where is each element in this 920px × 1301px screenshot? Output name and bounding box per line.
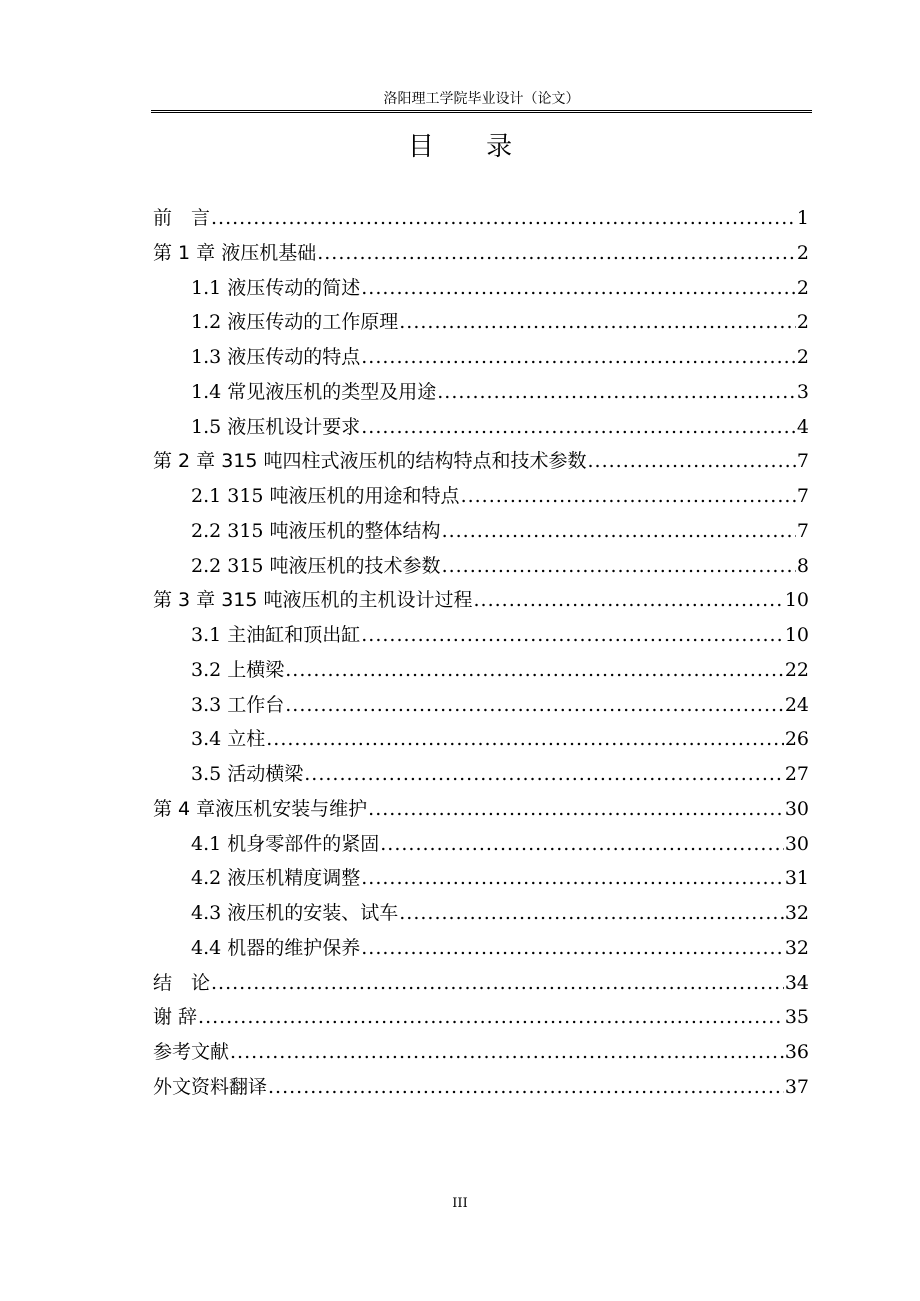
dot-leader	[285, 688, 784, 723]
toc-entry-page: 22	[784, 658, 809, 681]
dot-leader	[399, 305, 796, 340]
header-rule	[151, 110, 812, 113]
toc-section-entry[interactable]	[153, 375, 809, 410]
toc-section-entry[interactable]	[153, 757, 809, 792]
dot-leader	[361, 861, 784, 896]
toc-entry-title: 4.2 液压机精度调整	[191, 867, 361, 890]
toc-entry-title: 第 2 章 315 吨四柱式液压机的结构特点和技术参数	[153, 450, 587, 473]
dot-leader	[361, 340, 796, 375]
toc-section-entry[interactable]	[153, 861, 809, 896]
table-of-contents	[153, 201, 809, 1105]
toc-entry-title: 第 1 章 液压机基础	[153, 241, 317, 264]
toc-entry-title: 3.3 工作台	[191, 693, 285, 716]
toc-section-entry[interactable]	[153, 305, 809, 340]
toc-entry-page: 7	[796, 519, 809, 542]
dot-leader	[285, 653, 784, 688]
toc-entry-page: 32	[784, 936, 809, 959]
toc-section-entry[interactable]	[153, 688, 809, 723]
toc-entry-title: 1.3 液压传动的特点	[191, 346, 361, 368]
dot-leader	[361, 410, 796, 445]
toc-entry-page: 10	[784, 589, 809, 612]
toc-section-entry[interactable]	[153, 549, 809, 584]
toc-section-entry[interactable]	[153, 479, 809, 514]
dot-leader	[380, 827, 784, 862]
toc-entry-page: 32	[784, 902, 809, 924]
toc-entry-title: 第 3 章 315 吨液压机的主机设计过程	[153, 589, 473, 612]
toc-entry-page: 4	[796, 415, 809, 438]
toc-entry-page: 2	[796, 346, 809, 368]
dot-leader	[474, 583, 784, 618]
toc-entry-page: 30	[784, 797, 809, 820]
toc-entry-page: 35	[784, 1006, 809, 1029]
toc-entry-title: 前 言	[153, 207, 211, 229]
toc-entry-title: 外文资料翻译	[153, 1075, 268, 1098]
dot-leader	[361, 618, 784, 653]
dot-leader	[588, 444, 796, 479]
toc-entry-page: 36	[784, 1041, 809, 1063]
toc-entry-title: 第 4 章液压机安装与维护	[153, 797, 368, 820]
dot-leader	[399, 896, 784, 931]
toc-entry-title: 1.1 液压传动的简述	[191, 276, 361, 299]
toc-entry-title: 2.2 315 吨液压机的技术参数	[191, 554, 441, 577]
toc-entry-page: 1	[796, 207, 809, 229]
toc-entry-page: 2	[796, 241, 809, 264]
toc-entry-page: 7	[796, 485, 809, 507]
toc-entry-page: 34	[784, 971, 809, 994]
dot-leader	[211, 966, 784, 1001]
toc-entry-title: 2.1 315 吨液压机的用途和特点	[191, 485, 460, 507]
dot-leader	[304, 757, 784, 792]
dot-leader	[198, 1000, 784, 1035]
toc-section-entry[interactable]	[153, 340, 809, 375]
dot-leader	[268, 1070, 784, 1105]
toc-chapter-entry[interactable]	[153, 966, 809, 1001]
dot-leader	[437, 375, 796, 410]
page-header: 洛阳理工学院毕业设计（论文）	[383, 91, 580, 107]
toc-entry-page: 37	[784, 1075, 809, 1098]
dot-leader	[211, 201, 796, 236]
dot-leader	[442, 549, 796, 584]
toc-entry-title: 3.2 上横梁	[191, 658, 285, 681]
dot-leader	[368, 792, 784, 827]
toc-entry-page: 2	[796, 276, 809, 299]
dot-leader	[230, 1035, 784, 1070]
toc-section-entry[interactable]	[153, 271, 809, 306]
toc-section-entry[interactable]	[153, 618, 809, 653]
toc-chapter-entry[interactable]	[153, 1035, 809, 1070]
toc-section-entry[interactable]	[153, 410, 809, 445]
dot-leader	[442, 514, 796, 549]
page-number: III	[452, 1196, 468, 1211]
toc-entry-title: 4.1 机身零部件的紧固	[191, 832, 380, 855]
toc-chapter-entry[interactable]	[153, 1000, 809, 1035]
toc-entry-page: 10	[784, 624, 809, 646]
toc-entry-page: 3	[796, 380, 809, 403]
toc-section-entry[interactable]	[153, 896, 809, 931]
toc-entry-title: 4.3 液压机的安装、试车	[191, 902, 399, 924]
toc-entry-title: 3.4 立柱	[191, 728, 266, 751]
dot-leader	[361, 271, 796, 306]
dot-leader	[317, 236, 796, 271]
toc-entry-page: 27	[784, 763, 809, 785]
toc-entry-title: 1.2 液压传动的工作原理	[191, 311, 399, 334]
toc-entry-page: 31	[784, 867, 809, 890]
toc-entry-page: 26	[784, 728, 809, 751]
toc-entry-page: 2	[796, 311, 809, 334]
toc-entry-title: 3.5 活动横梁	[191, 763, 304, 785]
toc-entry-title: 1.4 常见液压机的类型及用途	[191, 380, 437, 403]
toc-entry-page: 30	[784, 832, 809, 855]
toc-chapter-entry[interactable]	[153, 444, 809, 479]
dot-leader	[266, 722, 784, 757]
toc-section-entry[interactable]	[153, 514, 809, 549]
toc-entry-title: 谢 辞	[153, 1006, 198, 1029]
toc-chapter-entry[interactable]	[153, 792, 809, 827]
toc-section-entry[interactable]	[153, 931, 809, 966]
toc-chapter-entry[interactable]	[153, 236, 809, 271]
dot-leader	[361, 931, 784, 966]
toc-entry-title: 参考文献	[153, 1041, 230, 1063]
toc-section-entry[interactable]	[153, 653, 809, 688]
dot-leader	[461, 479, 796, 514]
toc-entry-title: 1.5 液压机设计要求	[191, 415, 361, 438]
toc-entry-page: 24	[784, 693, 809, 716]
toc-entry-title: 3.1 主油缸和顶出缸	[191, 624, 361, 646]
toc-chapter-entry[interactable]	[153, 201, 809, 236]
toc-entry-title: 2.2 315 吨液压机的整体结构	[191, 519, 441, 542]
toc-entry-page: 8	[796, 554, 809, 577]
toc-chapter-entry[interactable]	[153, 583, 809, 618]
toc-section-entry[interactable]	[153, 722, 809, 757]
toc-entry-title: 4.4 机器的维护保养	[191, 936, 361, 959]
toc-entry-page: 7	[796, 450, 809, 473]
toc-section-entry[interactable]	[153, 827, 809, 862]
toc-title: 目 录	[407, 132, 535, 162]
toc-chapter-entry[interactable]	[153, 1070, 809, 1105]
toc-entry-title: 结 论	[153, 971, 211, 994]
